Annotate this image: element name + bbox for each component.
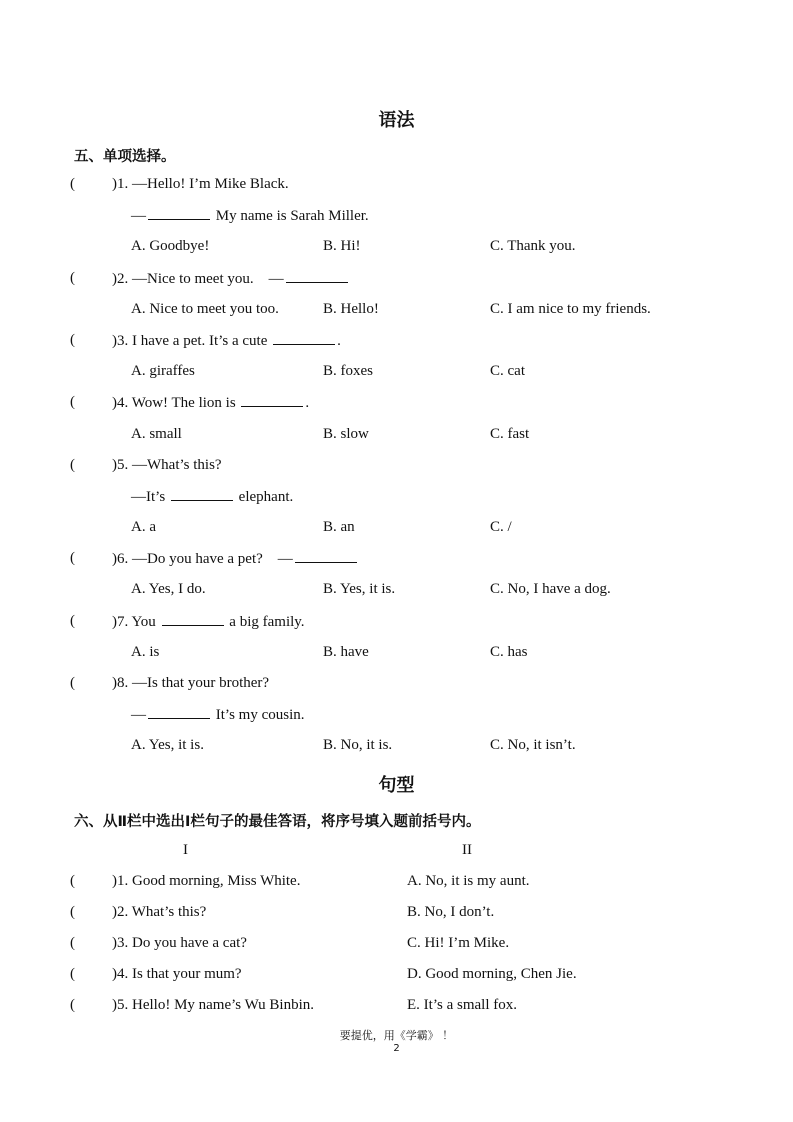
question-text: —Do you have a pet? (132, 551, 263, 567)
question-text: . (337, 333, 341, 349)
match-question: )5. Hello! My name’s Wu Binbin. (112, 997, 315, 1013)
match-question: )1. Good morning, Miss White. (112, 873, 301, 889)
question-number: )7. (112, 614, 129, 630)
option-c: C. Thank you. (490, 238, 576, 254)
match-answer: D. Good morning, Chen Jie. (407, 966, 577, 982)
answer-blank[interactable] (286, 270, 348, 283)
question-text: — (277, 551, 293, 567)
section-heading-6: 六、从Ⅱ栏中选出Ⅰ栏句子的最佳答语，将序号填入题前括号内。 (74, 814, 481, 830)
question-line (112, 176, 289, 193)
answer-paren: ( (70, 966, 75, 982)
question-line (112, 550, 359, 568)
answer-paren: ( (70, 457, 75, 473)
option-c: C. / (490, 519, 512, 535)
question-text: —Is that your brother? (132, 675, 270, 691)
question-number: )2. (112, 271, 129, 287)
option-b: B. Hello! (323, 301, 379, 317)
page-number: 2 (393, 1043, 400, 1054)
option-c: C. has (490, 644, 528, 660)
column-header-2: II (462, 842, 472, 858)
question-number: )6. (112, 551, 129, 567)
option-a: A. Goodbye! (131, 238, 210, 254)
answer-paren: ( (70, 873, 75, 889)
question-line (112, 675, 269, 692)
answer-blank[interactable] (241, 394, 303, 407)
option-c: C. fast (490, 426, 530, 442)
question-line (112, 270, 350, 288)
answer-paren: ( (70, 394, 75, 410)
match-question: )4. Is that your mum? (112, 966, 242, 982)
answer-paren: ( (70, 550, 75, 566)
question-number: )5. (112, 457, 129, 473)
question-number: )4. (112, 395, 129, 411)
question-line: — It’s my cousin. (131, 707, 305, 723)
question-text: —Nice to meet you. (132, 271, 254, 287)
column-header-1: I (183, 842, 188, 858)
answer-paren: ( (70, 613, 75, 629)
option-a: A. Yes, I do. (131, 581, 206, 597)
option-b: B. have (323, 644, 369, 660)
question-text: elephant. (238, 489, 294, 505)
question-text: It’s my cousin. (215, 707, 305, 723)
option-c: C. I am nice to my friends. (490, 301, 651, 317)
option-c: C. No, I have a dog. (490, 581, 611, 597)
question-line (131, 488, 293, 506)
footer-slogan: 要提优，用《学霸》 ！ (339, 1029, 454, 1042)
question-text: My name is Sarah Miller. (215, 208, 369, 224)
option-a: A. small (131, 426, 182, 442)
match-answer: C. Hi! I’m Mike. (407, 935, 510, 951)
question-text: —It’s (131, 489, 166, 505)
question-text: . (305, 395, 310, 411)
option-c: C. cat (490, 363, 525, 379)
question-text: You (131, 614, 156, 630)
question-text: — (268, 271, 284, 287)
match-answer: B. No, I don’t. (407, 904, 495, 920)
answer-paren: ( (70, 904, 75, 920)
match-question: )2. What’s this? (112, 904, 207, 920)
option-b: B. an (323, 519, 355, 535)
question-text: —What’s this? (132, 457, 222, 473)
question-line (112, 457, 222, 474)
question-number: )1. (112, 176, 129, 192)
option-a: A. Yes, it is. (131, 737, 204, 753)
answer-blank[interactable] (148, 706, 210, 719)
question-text: I have a pet. It’s a cute (132, 333, 268, 349)
question-line (112, 394, 309, 412)
option-b: B. Yes, it is. (323, 581, 396, 597)
question-line: — My name is Sarah Miller. (131, 208, 369, 224)
match-answer: A. No, it is my aunt. (407, 873, 530, 889)
section-heading-5: 五、单项选择。 (74, 149, 176, 165)
answer-blank[interactable] (295, 550, 357, 563)
question-line (112, 613, 305, 631)
option-a: A. is (131, 644, 160, 660)
question-text: a big family. (229, 614, 305, 630)
question-text: Wow! The lion is (131, 395, 236, 411)
option-b: B. foxes (323, 363, 373, 379)
answer-blank[interactable] (273, 332, 335, 345)
match-answer: E. It’s a small fox. (407, 997, 517, 1013)
answer-blank[interactable] (171, 488, 233, 501)
question-number: )3. (112, 333, 129, 349)
option-c: C. No, it isn’t. (490, 737, 576, 753)
option-a: A. a (131, 519, 156, 535)
section-title-grammar: 语法 (378, 110, 415, 131)
answer-paren: ( (70, 675, 75, 691)
answer-paren: ( (70, 270, 75, 286)
option-b: B. No, it is. (323, 737, 393, 753)
answer-blank[interactable] (162, 613, 224, 626)
question-text: —Hello! I’m Mike Black. (132, 176, 289, 192)
question-line (112, 332, 341, 350)
answer-paren: ( (70, 176, 75, 192)
option-b: B. slow (323, 426, 369, 442)
answer-blank[interactable] (148, 207, 210, 220)
question-number: )8. (112, 675, 129, 691)
section-title-sentence: 句型 (378, 775, 415, 796)
answer-paren: ( (70, 997, 75, 1013)
answer-paren: ( (70, 332, 75, 348)
answer-paren: ( (70, 935, 75, 951)
option-b: B. Hi! (323, 238, 361, 254)
match-question: )3. Do you have a cat? (112, 935, 247, 951)
option-a: A. Nice to meet you too. (131, 301, 279, 317)
option-a: A. giraffes (131, 363, 195, 379)
